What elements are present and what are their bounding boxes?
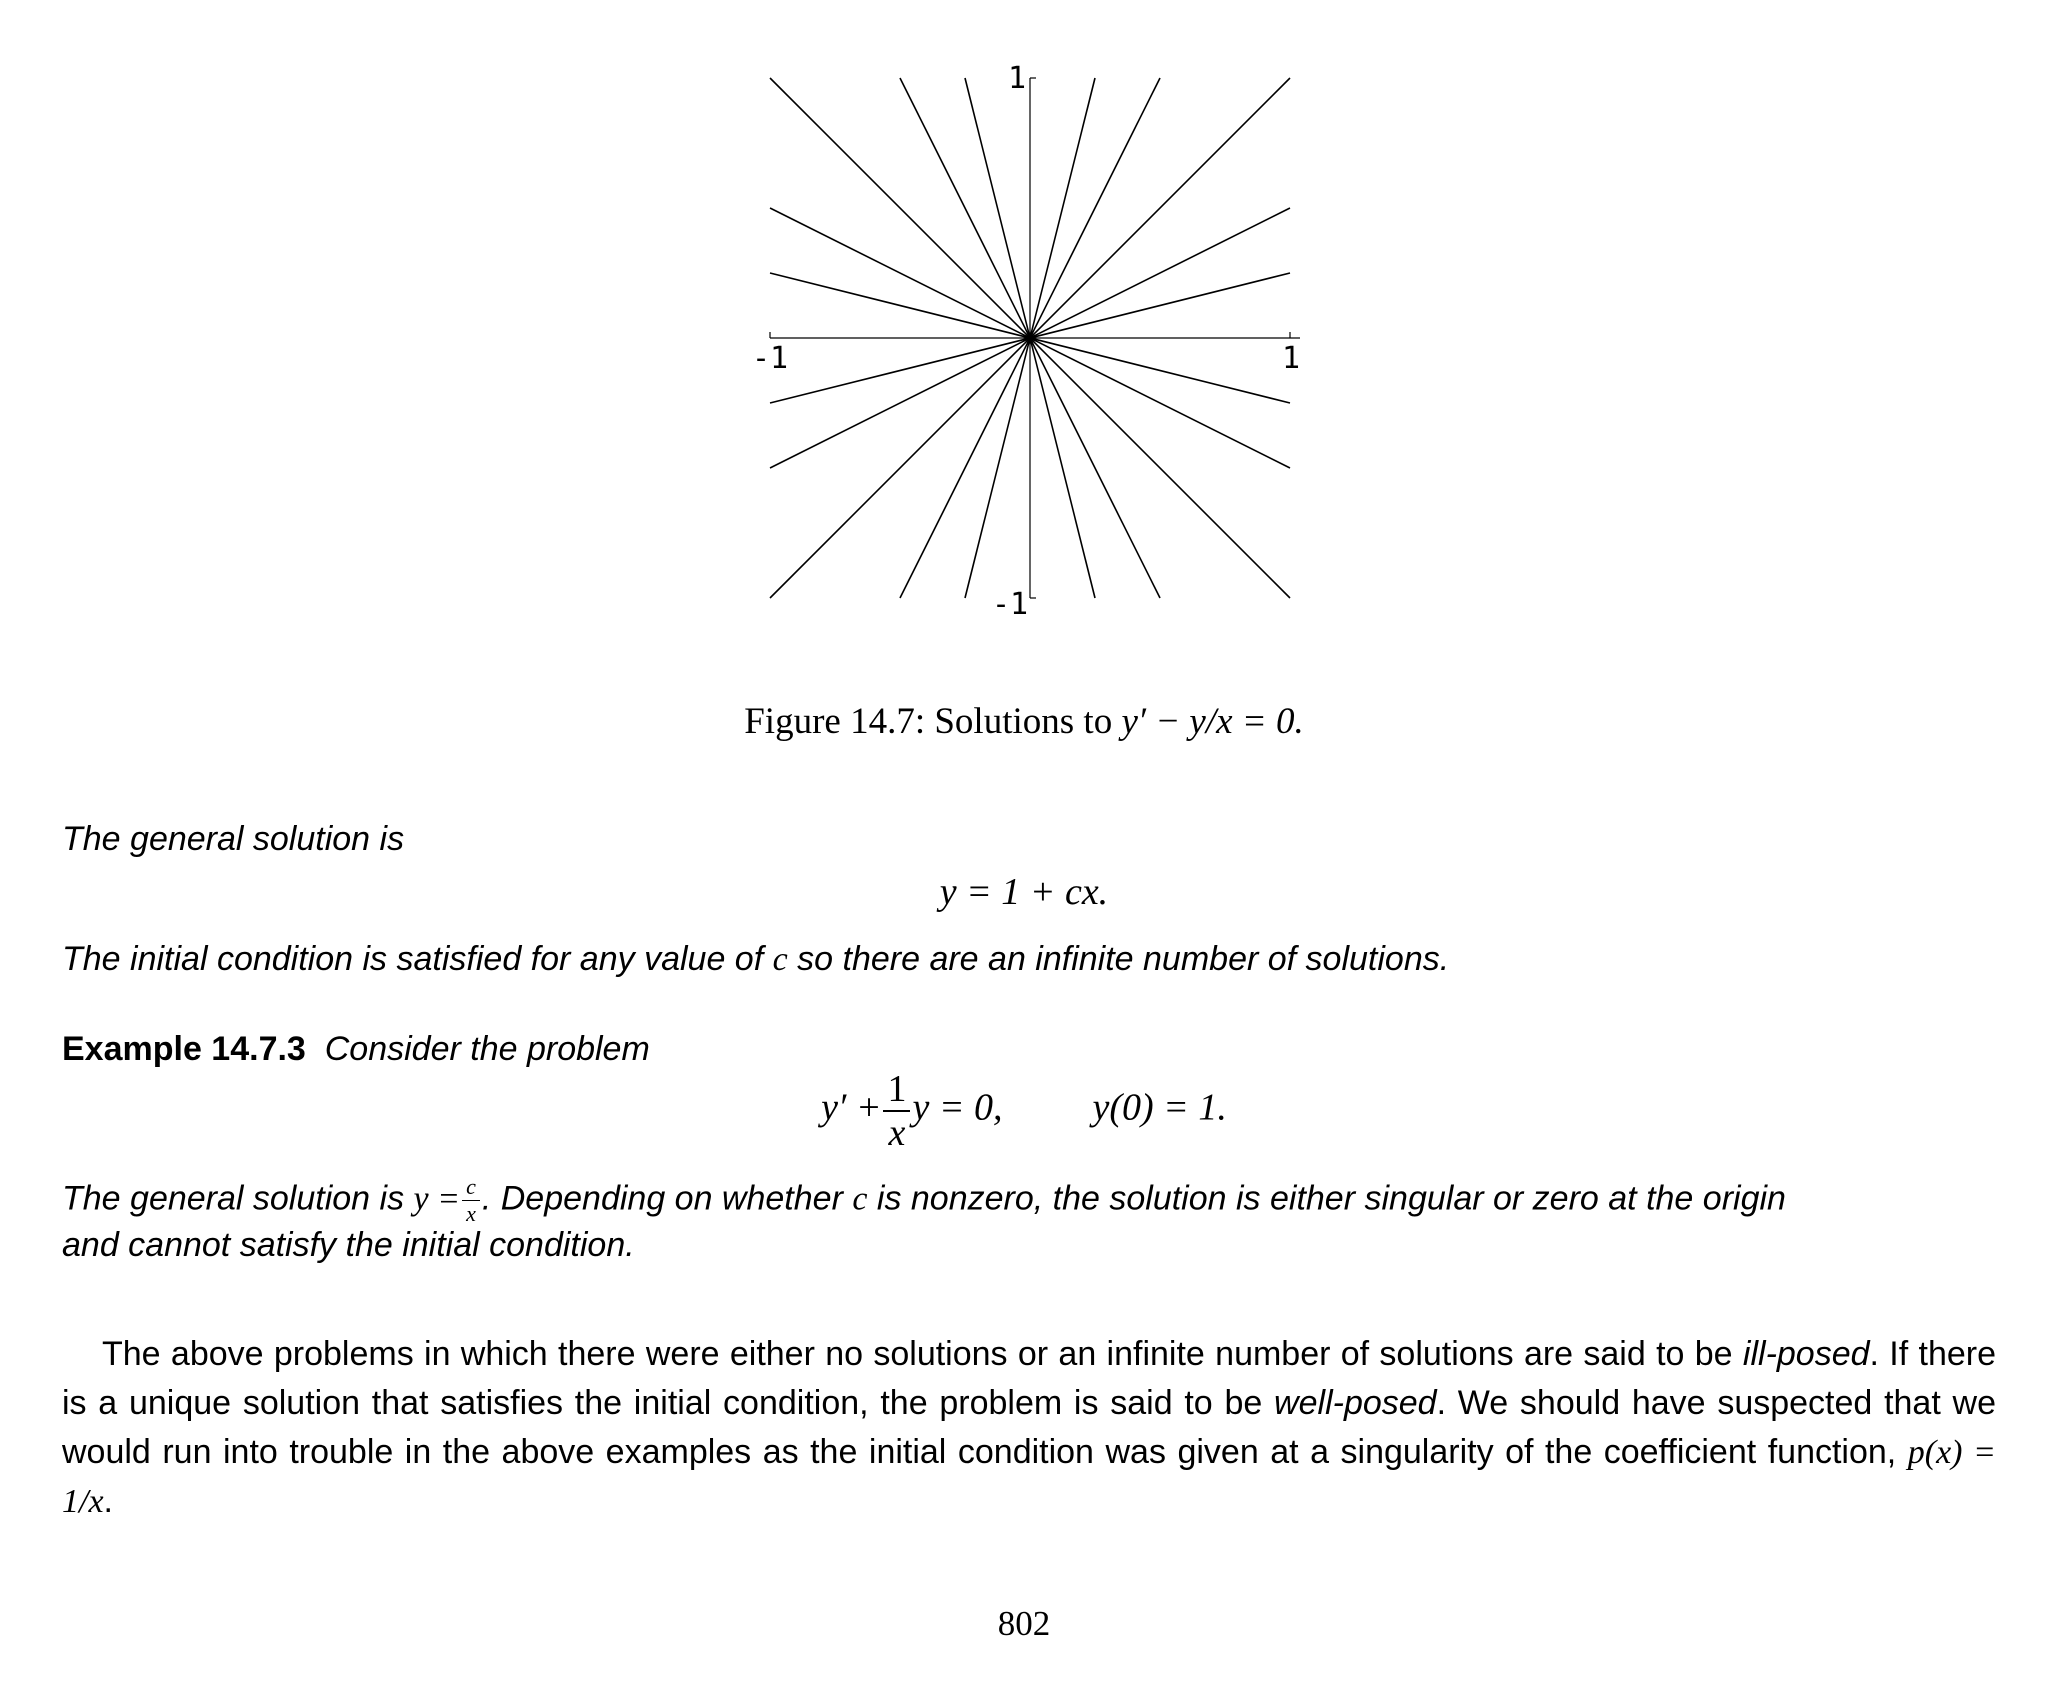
page-number: 802 bbox=[997, 1604, 1051, 1643]
ill-posed-paragraph bbox=[62, 1330, 1996, 1526]
general-solution2-line1 bbox=[62, 1176, 1786, 1225]
example-heading bbox=[62, 1030, 650, 1069]
initial-condition-sentence bbox=[62, 940, 1449, 979]
radial-lines-plot bbox=[740, 60, 1320, 620]
example-intro: Consider the problem bbox=[324, 1030, 650, 1068]
gs2-text-c: is nonzero, the solution is either singular or zero at the origin bbox=[867, 1179, 1786, 1218]
example-eq-lhs: y′ + bbox=[821, 1086, 882, 1129]
gs2-frac-num: c bbox=[462, 1176, 480, 1201]
para-text-c: . We should have suspected that we would run into trouble in the above examples as the initial condition was given at a singularity of the coefficient function, bbox=[62, 1384, 1997, 1471]
gs2-var: c bbox=[852, 1180, 868, 1218]
x-tick-label-right: 1 bbox=[1282, 341, 1301, 376]
general-solution2-line2: and cannot satisfy the initial condition. bbox=[62, 1226, 635, 1264]
para-ill-posed: ill-posed bbox=[1742, 1335, 1870, 1373]
initial-condition-text-a: The initial condition is satisfied for any value of bbox=[62, 940, 773, 978]
example-label: Example 14.7.3 bbox=[62, 1030, 306, 1068]
solutions-figure bbox=[740, 60, 1320, 620]
para-text-a: The above problems in which there were either no solutions or an infinite number of solutions are said to be bbox=[102, 1335, 1743, 1373]
figure-caption bbox=[0, 700, 2048, 743]
example-eq-ic: y(0) = 1. bbox=[1092, 1086, 1227, 1129]
para-text-d: . bbox=[103, 1482, 113, 1520]
caption-prefix: Figure 14.7: Solutions to bbox=[744, 701, 1122, 742]
general-solution-intro: The general solution is bbox=[62, 820, 405, 858]
caption-math: y′ − y/x = 0. bbox=[1121, 701, 1304, 742]
initial-condition-text-b: so there are an infinite number of solutions. bbox=[787, 940, 1450, 978]
example-eq-frac-num: 1 bbox=[883, 1070, 910, 1112]
example-eq-frac-den: x bbox=[888, 1112, 906, 1154]
general-solution-equation: y = 1 + cx. bbox=[939, 871, 1109, 913]
example-eq-rhs: y = 0, bbox=[912, 1086, 1003, 1129]
y-tick-label-top: 1 bbox=[1008, 61, 1027, 96]
x-tick-label-left: -1 bbox=[752, 341, 789, 376]
para-text-b: . If there is a unique solution that satisfies the initial condition, the problem is said to be bbox=[62, 1335, 1997, 1422]
para-well-posed: well-posed bbox=[1274, 1384, 1437, 1422]
gs2-frac-den: x bbox=[466, 1201, 476, 1226]
example-eq-fraction bbox=[883, 1070, 910, 1152]
example-equation bbox=[0, 1070, 2048, 1152]
para-math: p(x) = 1/x bbox=[62, 1434, 1996, 1520]
y-tick-label-bottom: -1 bbox=[992, 587, 1029, 620]
gs2-text-b: . Depending on whether bbox=[481, 1179, 853, 1218]
gs2-math: y = bbox=[413, 1180, 461, 1218]
gs2-text-a: The general solution is bbox=[62, 1179, 414, 1218]
initial-condition-var: c bbox=[772, 941, 788, 978]
gs2-fraction bbox=[462, 1176, 480, 1225]
